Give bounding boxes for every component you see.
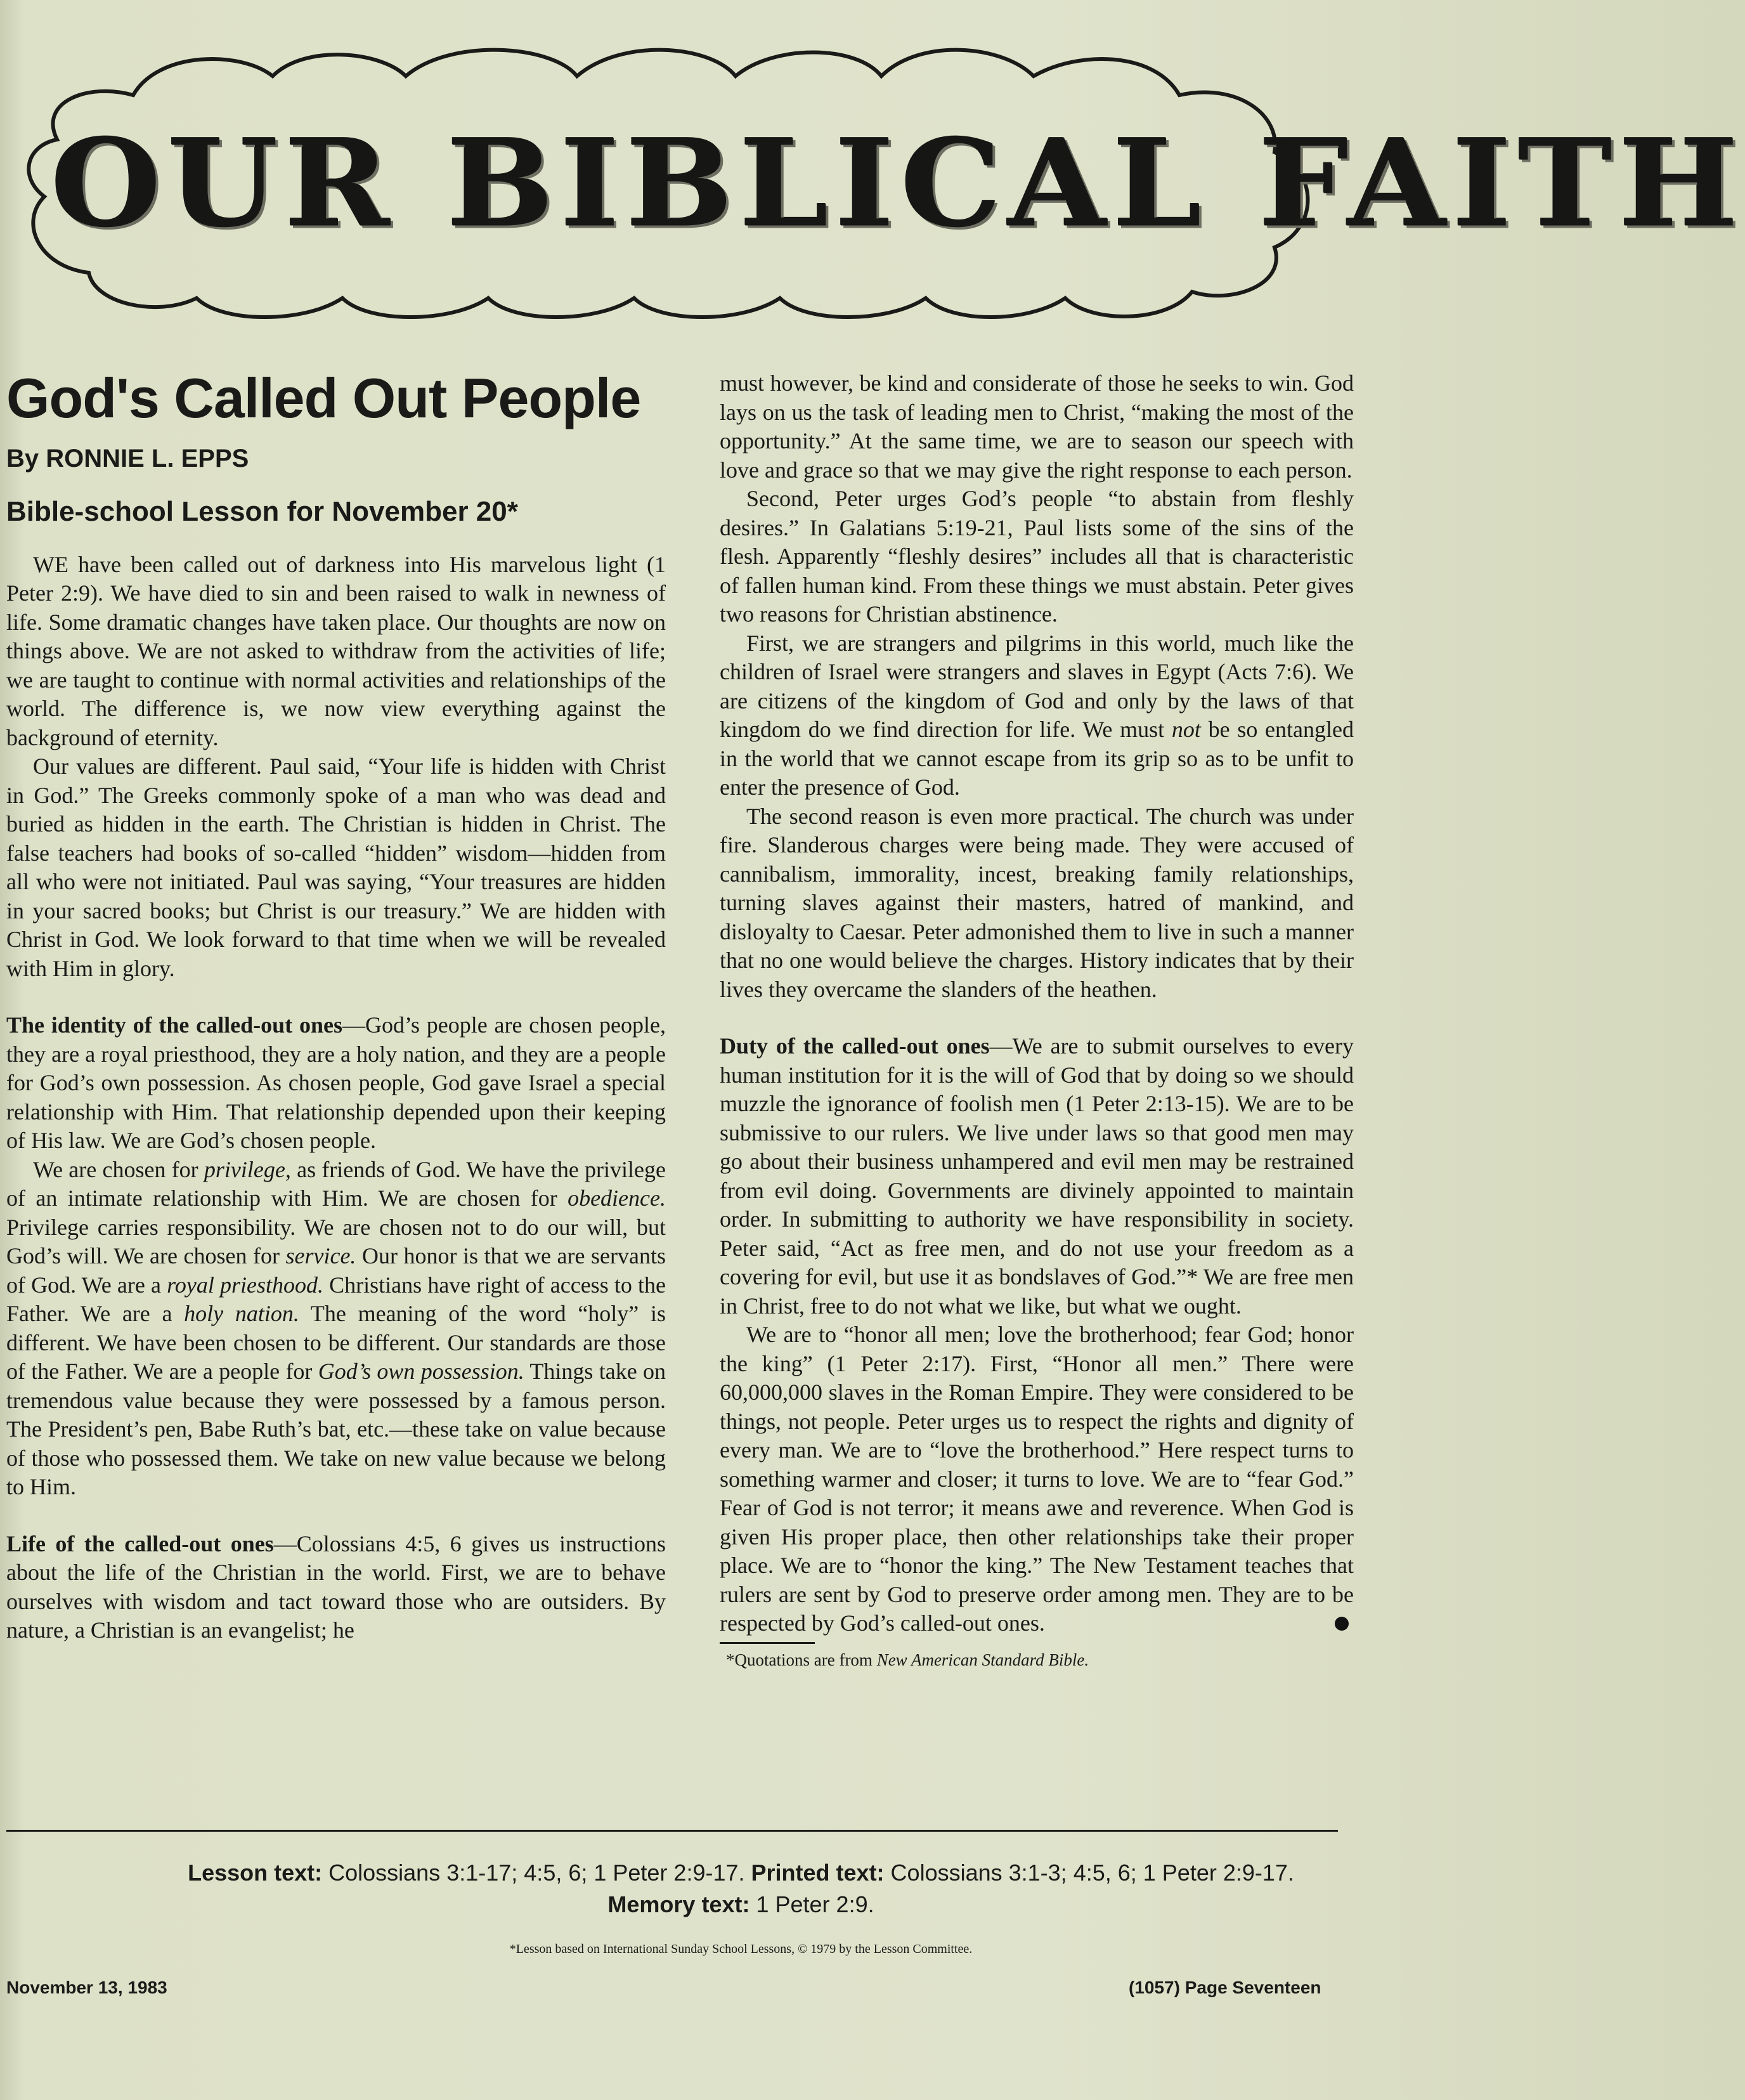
- paragraph: WE have been called out of darkness into His marvelous light (1 Peter 2:9). We have died to sin and been raised to walk in newness of life. Some dramatic changes have taken place. Our thoughts are now on things above. We are not asked to withdraw from the activities of life; we are taught to continue with normal activities and relationships of the world. The difference is, we now view everything against the background of eternity.: [6, 551, 666, 750]
- section-heading: Life of the called-out ones: [6, 1530, 274, 1556]
- section-heading: Duty of the called-out ones: [720, 1033, 990, 1059]
- printed-text-label: Printed text:: [751, 1860, 885, 1886]
- paragraph: Second, Peter urges God’s people “to abstain from fleshly desires.” In Galatians 5:19-21, Paul lists some of the sins of the flesh. Apparently “fleshly desires” includes all that is characteristic of fallen human kind. From these things we must abstain. Peter gives two reasons for Christian abstinence.: [720, 486, 1354, 627]
- footnote-divider: [720, 1642, 815, 1644]
- copyright-note: *Lesson based on International Sunday School Lessons, © 1979 by the Lesson Committee.: [509, 1942, 973, 1956]
- right-column: [720, 369, 1354, 1670]
- section-duty: [720, 1032, 1354, 1321]
- left-column: [6, 342, 666, 1645]
- article-title: God's Called Out People: [6, 367, 641, 429]
- lesson-subtitle: Bible-school Lesson for November 20*: [6, 495, 518, 527]
- section-text: —Colossians 4:5, 6 gives us instructions about the life of the Christian in the world. First, we are to behave ourselves with wisdom and tact toward those who are outsiders. By nature, a Christian is an evangelist; he: [6, 1530, 666, 1643]
- byline: By RONNIE L. EPPS: [6, 444, 249, 473]
- end-mark-icon: [1335, 1617, 1349, 1631]
- horizontal-rule: [6, 1830, 1338, 1832]
- paragraph: must however, be kind and considerate of those he seeks to win. God lays on us the task of leading men to Christ, “making the most of the opportunity.” At the same time, we are to season our speech with love and grace so that we may give the right response to each person.: [720, 370, 1354, 483]
- banner: [13, 25, 1745, 330]
- footer-page: (1057) Page Seventeen: [1129, 1978, 1321, 1997]
- paragraph: Our values are different. Paul said, “Your life is hidden with Christ in God.” The Greeks commonly spoke of a man who was dead and buried as hidden in the earth. The Christian is hidden in Christ. The false teachers had books of so-called “hidden” wisdom—hidden from all who were not initiated. Paul was saying, “Your treasures are hidden in your sacred books; but Christ is our treasury.” We are hidden with Christ in God. We look forward to that time when we will be revealed with Him in glory.: [6, 753, 666, 981]
- section-life: [6, 1530, 666, 1645]
- footnote: *Quotations are from New American Standard Bible.: [726, 1650, 1089, 1669]
- banner-title: OUR BIBLICAL FAITH: [51, 112, 1745, 255]
- section-text: —God’s people are chosen people, they are a royal priesthood, they are a holy nation, and they are a people for God’s own possession. As chosen people, God gave Israel a special relationship with Him. That relationship depended upon their keeping of His law. We are God’s chosen people.: [6, 1012, 666, 1154]
- memory-text-label: Memory text:: [607, 1891, 750, 1917]
- section-text: —We are to submit ourselves to every human institution for it is the will of God that by doing so we should muzzle the ignorance of foolish men (1 Peter 2:13-15). We are to be submissive to our rulers. We live under laws so that good men may go about their business unhampered and evil men may be restrained from evil doing. Governments are divinely appointed to maintain order. In submitting to authority we have responsibility in society. Peter said, “Act as free men, and do not use your freedom as a covering for evil, but use it as bondslaves of God.”* We are free men in Christ, free to do not what we like, but what we ought.: [720, 1033, 1354, 1319]
- paragraph: We are to “honor all men; love the brotherhood; fear God; honor the king” (1 Peter 2:17). First, “Honor all men.” There were 60,000,000 slaves in the Roman Empire. They were considered to be things, not people. Peter urges us to respect the rights and dignity of every man. We are to “love the brotherhood.” Here respect turns to something warmer and closer; it turns to love. We are to “fear God.” Fear of God is not terror; it means awe and reverence. When God is given His proper place, then other relationships take their proper place. We are to “honor the king.” The New Testament teaches that rulers are sent by God to preserve order among men. They are to be respected by God’s called-out ones.: [720, 1322, 1354, 1636]
- lesson-text-label: Lesson text:: [188, 1860, 323, 1886]
- paragraph: We are chosen for privilege, as friends of God. We have the privilege of an intimate relationship with Him. We are chosen for obedience. Privilege carries responsibility. We are chosen not to do our will, but God’s will. We are chosen for service. Our honor is that we are servants of God. We are a royal priesthood. Christians have right of access to the Father. We are a holy nation. The meaning of the word “holy” is different. We have been chosen to be different. Our standards are those of the Father. We are a people for God’s own possession. Things take on tremendous value because they were possessed by a famous person. The President’s pen, Babe Ruth’s bat, etc.—these take on value because of those who possessed them. We take on new value because we belong to Him.: [6, 1156, 666, 1500]
- paragraph: First, we are strangers and pilgrims in this world, much like the children of Israel were strangers and slaves in Egypt (Acts 7:6). We are citizens of the kingdom of God and only by the laws of that kingdom do we find direction for life. We must not be so entangled in the world that we cannot escape from its grip so as to be unfit to enter the presence of God.: [720, 630, 1354, 800]
- section-identity: [6, 1011, 666, 1156]
- lesson-info: Lesson text: Colossians 3:1-17; 4:5, 6; 1 Peter 2:9-17. Printed text: Colossians 3:1-3; 4:5, 6; 1 Peter 2:9-17. Memory text: 1 Peter 2:9.: [188, 1860, 1294, 1917]
- paragraph: The second reason is even more practical. The church was under fire. Slanderous charges were being made. They were accused of cannibalism, immorality, incest, breaking family relationships, turning slaves against their masters, hatred of mankind, and disloyalty to Caesar. Peter admonished them to live in such a manner that no one would believe the charges. History indicates that by their lives they overcame the slanders of the heathen.: [720, 803, 1354, 1002]
- section-heading: The identity of the called-out ones: [6, 1012, 342, 1038]
- footer-date: November 13, 1983: [6, 1978, 167, 1997]
